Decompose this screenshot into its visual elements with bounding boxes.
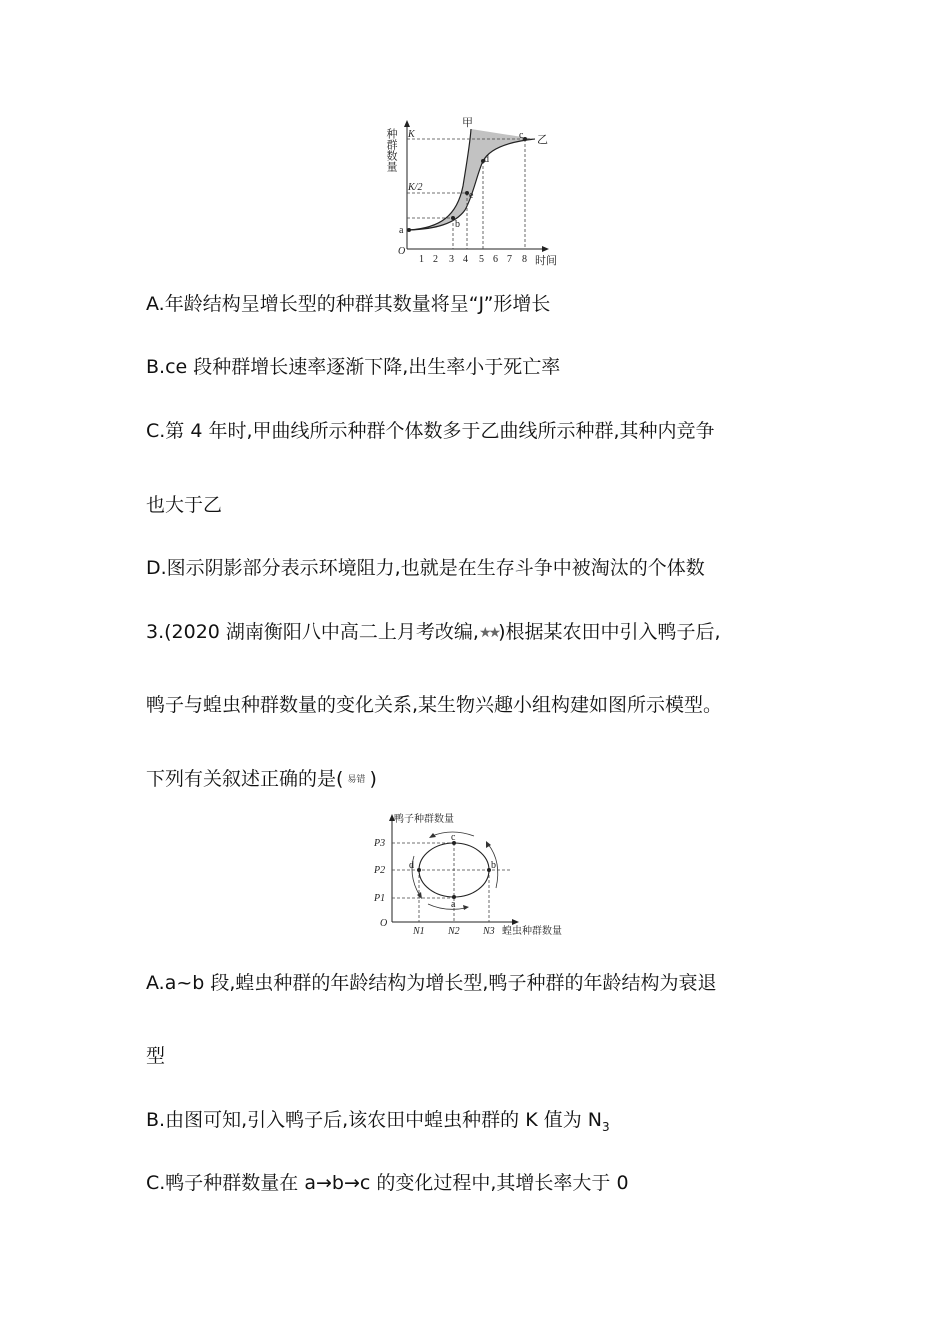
point-a-label: a (399, 225, 404, 236)
q3-option-c: C.鸭子种群数量在 a→b→c 的变化过程中,其增长率大于 0 (146, 1172, 629, 1194)
q3-paren-close: ) (369, 768, 377, 790)
tick-p3: P3 (374, 838, 386, 849)
q2-option-c-line1: C.第 4 年时,甲曲线所示种群个体数多于乙曲线所示种群,其种内竞争 (146, 420, 715, 442)
origin-label: O (380, 918, 388, 929)
tick-1: 1 (419, 254, 424, 265)
k-label: K (408, 129, 415, 140)
error-prone-tag: 易错 (347, 774, 366, 785)
growth-curves-svg (385, 116, 585, 266)
tick-p2: P2 (374, 865, 386, 876)
x-axis-label: 时间 (535, 255, 557, 266)
tick-7: 7 (507, 254, 512, 265)
figure-predator-prey (370, 810, 590, 938)
shaded-area (409, 129, 535, 230)
figure-growth-curves (385, 116, 585, 266)
curve-jia-label: 甲 (462, 117, 473, 129)
q3-stem-end: 下列有关叙述正确的是( (146, 768, 344, 790)
curve-jia (409, 129, 471, 230)
q3-intro-line1 (146, 620, 721, 645)
tick-6: 6 (493, 254, 498, 265)
q3-stem-start: )根据某农田中引入鸭子后, (498, 621, 721, 643)
q3-intro-line3 (146, 767, 377, 792)
q3-intro-line2: 鸭子与蝗虫种群数量的变化关系,某生物兴趣小组构建如图所示模型。 (146, 694, 723, 716)
q3-option-b-subscript: 3 (601, 1119, 610, 1134)
point-d-label: d (484, 154, 489, 165)
q3-option-a-line2: 型 (146, 1045, 166, 1067)
point-e-label: e (469, 190, 474, 201)
curve-yi-label: 乙 (537, 134, 548, 146)
y-axis-label: 鸭子种群数量 (394, 814, 454, 825)
q3-option-b-text: B.由图可知,引入鸭子后,该农田中蝗虫种群的 K 值为 N (146, 1109, 602, 1131)
point-b-label: b (491, 860, 496, 871)
tick-4: 4 (463, 254, 468, 265)
tick-8: 8 (522, 254, 527, 265)
q2-option-b: B.ce 段种群增长速率逐渐下降,出生率小于死亡率 (146, 356, 561, 378)
y-axis-label: 种群数量 (385, 128, 397, 172)
point-b-label: b (455, 219, 460, 230)
tick-5: 5 (479, 254, 484, 265)
tick-n3: N3 (483, 926, 495, 937)
predator-prey-svg (370, 810, 590, 938)
point-c-label: c (451, 832, 456, 843)
tick-3: 3 (449, 254, 454, 265)
q2-option-c-line2: 也大于乙 (146, 494, 223, 516)
tick-p1: P1 (374, 893, 386, 904)
point-d-label: d (409, 860, 414, 871)
tick-n2: N2 (448, 926, 460, 937)
difficulty-stars-icon: ★★ (478, 624, 499, 641)
q3-option-a-line1: A.a~b 段,蝗虫种群的年龄结构为增长型,鸭子种群的年龄结构为衰退 (146, 972, 717, 994)
point-c-label: c (519, 130, 524, 141)
point-a-label: a (451, 899, 456, 910)
k2-label: K/2 (408, 182, 423, 193)
origin-label: O (398, 246, 406, 257)
tick-n1: N1 (413, 926, 425, 937)
q3-option-b (146, 1108, 610, 1139)
q3-source: 3.(2020 湖南衡阳八中高二上月考改编, (146, 621, 479, 643)
q2-option-d: D.图示阴影部分表示环境阻力,也就是在生存斗争中被淘汰的个体数 (146, 557, 705, 579)
q2-option-a: A.年龄结构呈增长型的种群其数量将呈“J”形增长 (146, 293, 551, 315)
tick-2: 2 (433, 254, 438, 265)
x-axis-label: 蝗虫种群数量 (502, 926, 562, 937)
